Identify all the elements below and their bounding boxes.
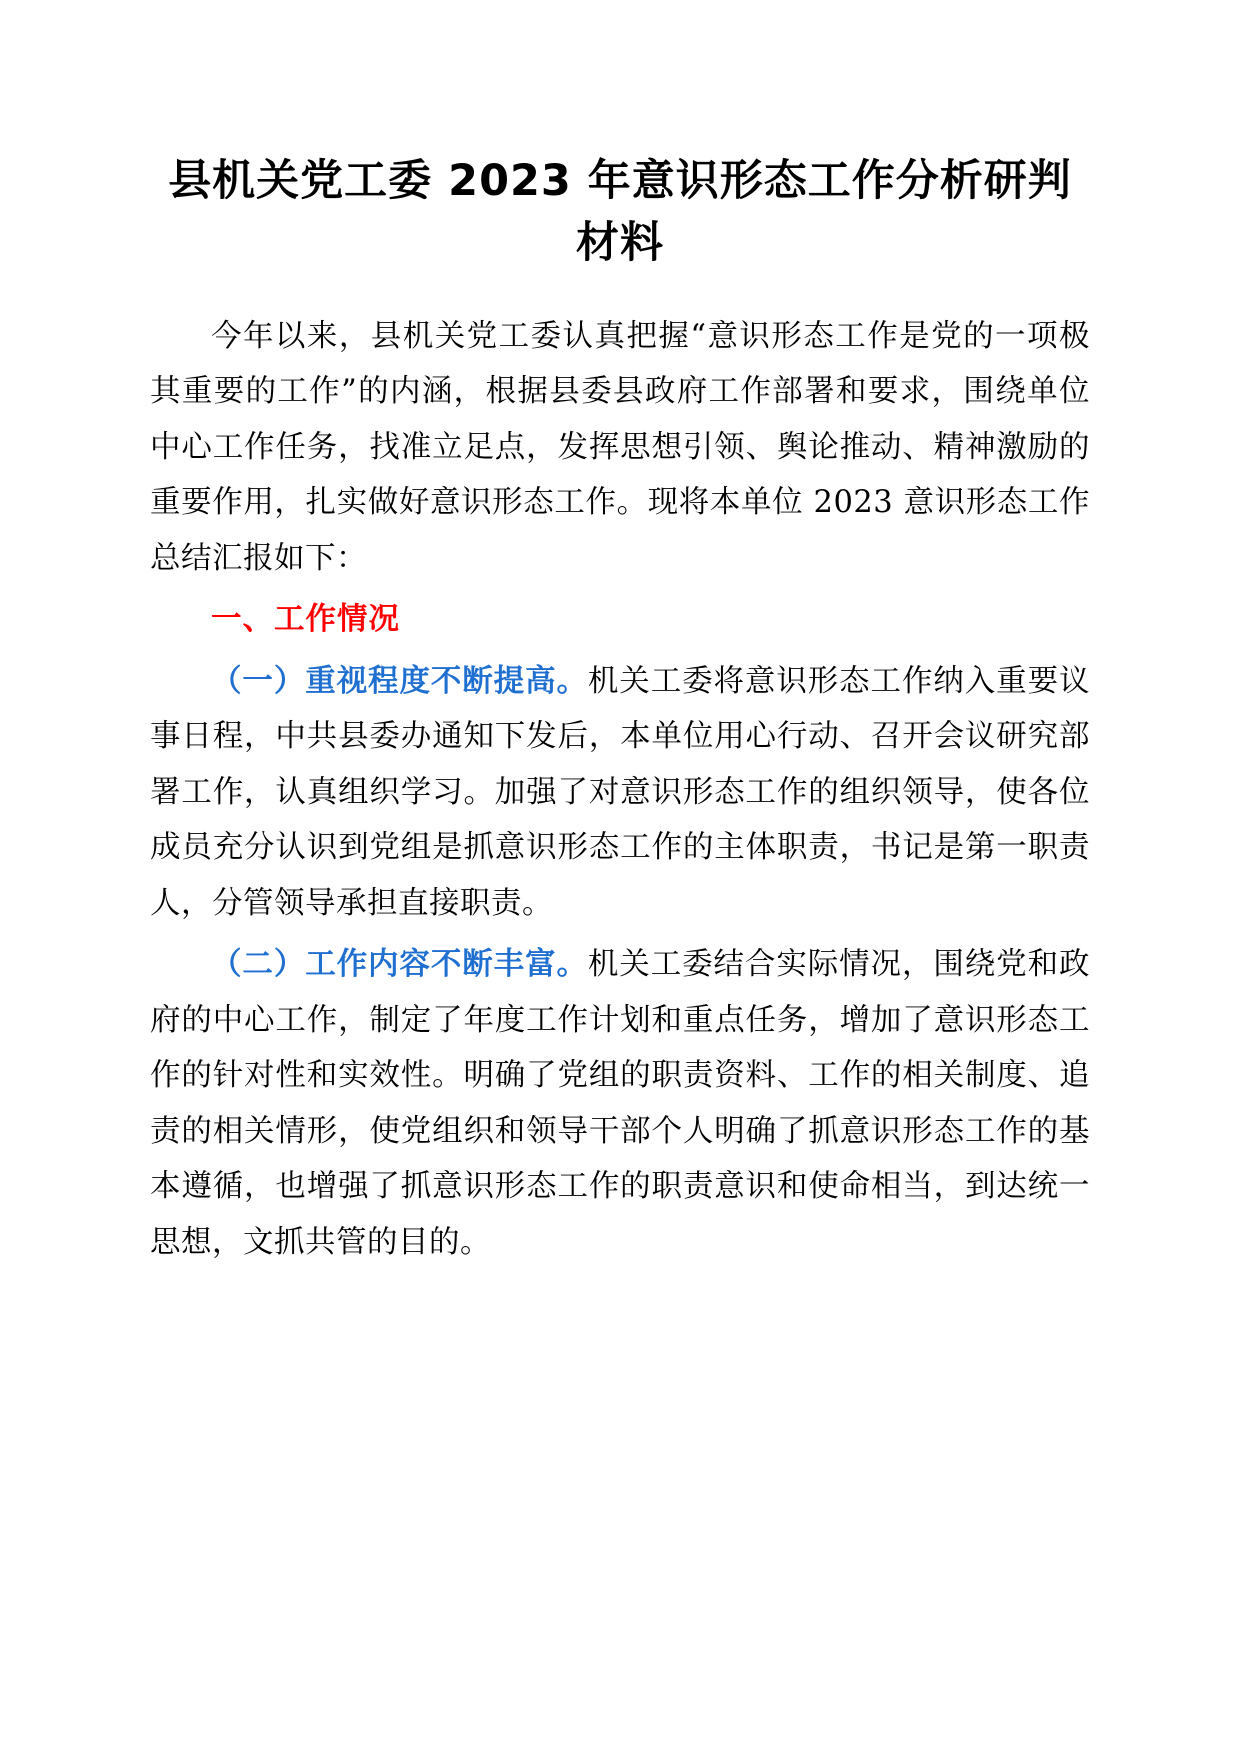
intro-paragraph: 今年以来，县机关党工委认真把握“意识形态工作是党的一项极其重要的工作”的内涵，根据县委县政府工作部署和要求，围绕单位中心工作任务，找准立足点，发挥思想引领、舆论推动、精神激励的重要作用，扎实做好意识形态工作。现将本单位 2023 意识形态工作总结汇报如下：: [150, 318, 1090, 576]
section-heading-one: 一、工作情况: [211, 602, 400, 638]
page-title: 县机关党工委 2023 年意识形态工作分析研判材料: [168, 156, 1072, 269]
subsection-two-lead: （二）工作内容不断丰富。: [211, 947, 588, 983]
subsection-two-body: 机关工委结合实际情况，围绕党和政府的中心工作，制定了年度工作计划和重点任务，增加了意识形态工作的针对性和实效性。明确了党组的职责资料、工作的相关制度、追责的相关情形，使党组织和领导干部个人明确了抓意识形态工作的基本遵循，也增强了抓意识形态工作的职责意识和使命相当，到达统一思想，文抓共管的目的。: [150, 947, 1091, 1260]
subsection-one-lead: （一）重视程度不断提高。: [211, 663, 588, 699]
subsection-one-paragraph: [150, 654, 1090, 932]
subsection-one-body: 机关工委将意识形态工作纳入重要议事日程，中共县委办通知下发后，本单位用心行动、召开会议研究部署工作，认真组织学习。加强了对意识形态工作的组织领导，使各位成员充分认识到党组是抓意识形态工作的主体职责，书记是第一职责人，分管领导承担直接职责。: [150, 663, 1091, 921]
subsection-two-paragraph: [150, 937, 1090, 1270]
